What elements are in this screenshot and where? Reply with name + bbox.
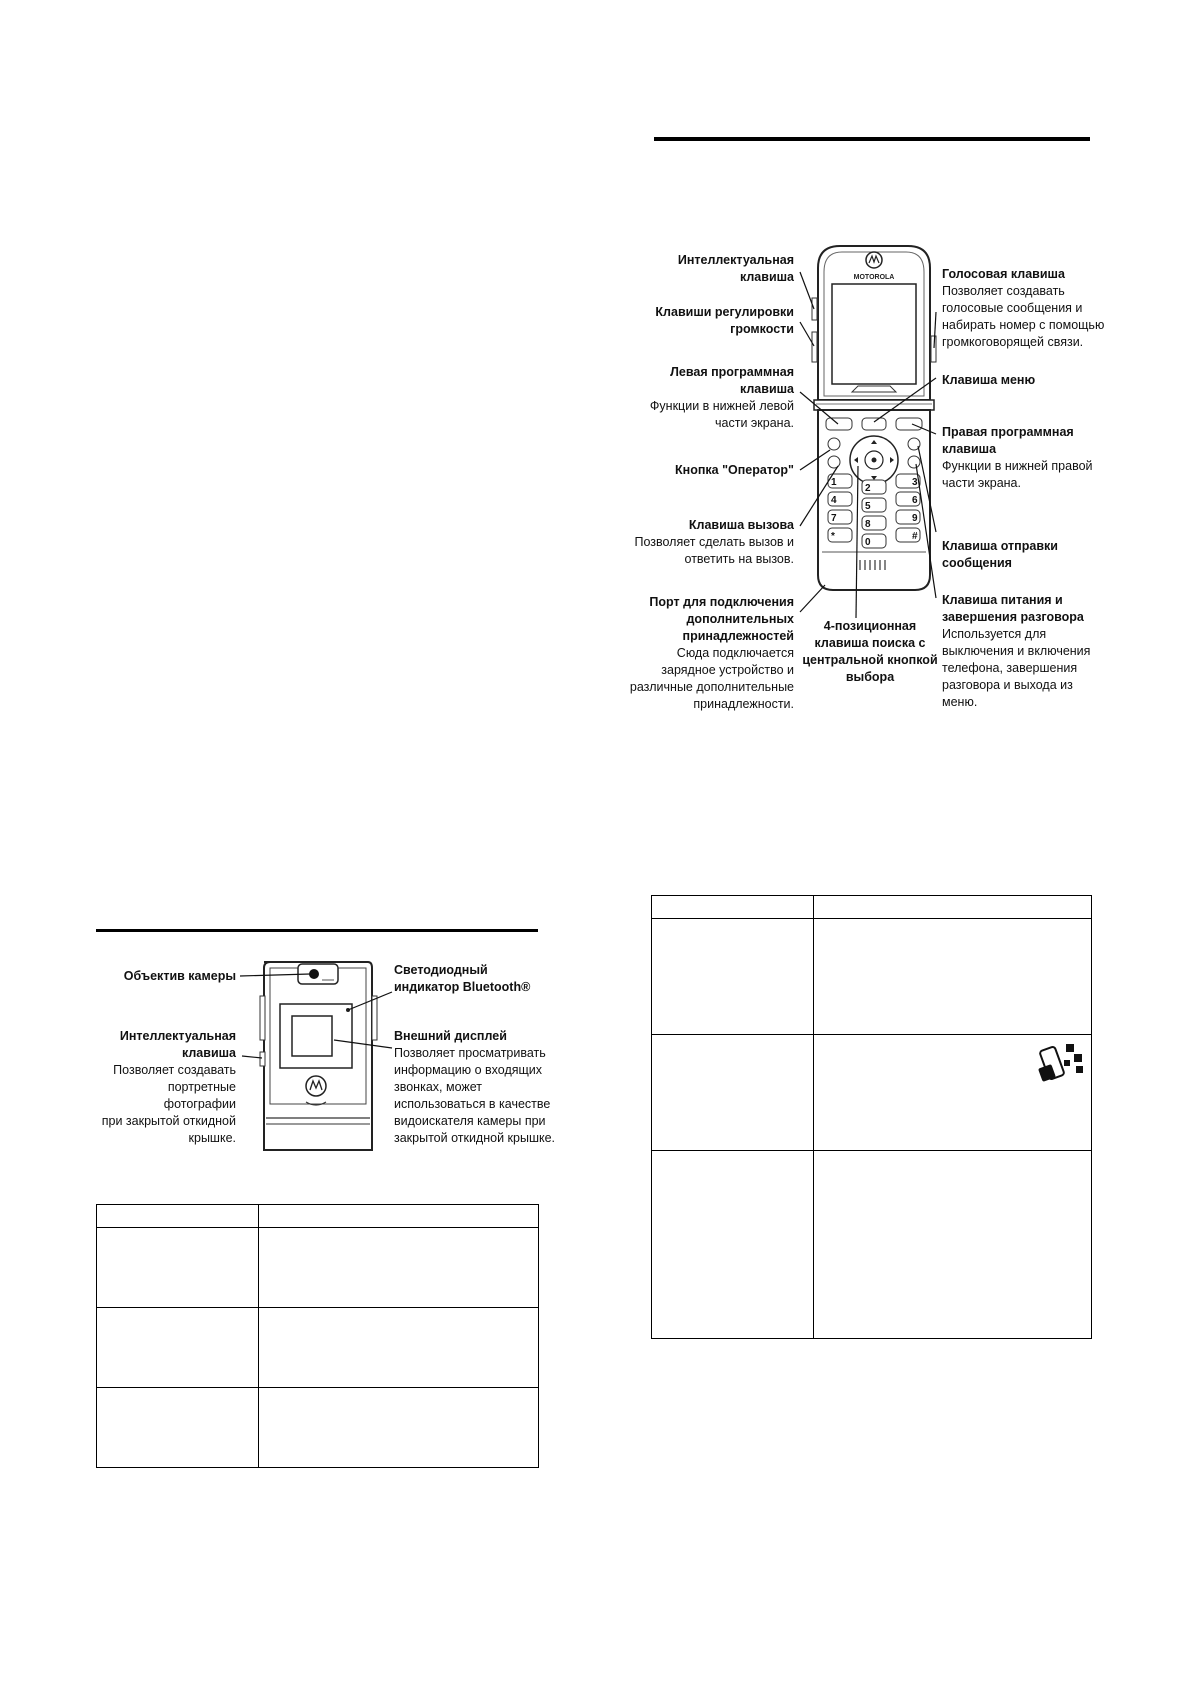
svg-text:5: 5: [865, 501, 871, 512]
svg-text:9: 9: [912, 513, 918, 524]
label-menu-key: Клавиша меню: [942, 373, 1036, 387]
svg-text:6: 6: [912, 495, 918, 506]
label-send-key: Клавиша вызова Позволяет сделать вызов и ответить на вызов.: [634, 518, 794, 566]
table-row: [652, 1151, 1092, 1339]
label-operator-button: Кнопка "Оператор": [675, 463, 794, 477]
svg-text:8: 8: [865, 519, 871, 530]
table-row: [652, 896, 1092, 919]
table-top-right: [651, 895, 1092, 1339]
table-row: [652, 919, 1092, 1035]
table-row: [97, 1205, 539, 1228]
label-bluetooth-led: Светодиодный индикатор Bluetooth®: [394, 963, 531, 994]
svg-text:1: 1: [831, 477, 837, 488]
label-camera-lens: Объектив камеры: [123, 969, 236, 983]
table-row: [97, 1228, 539, 1308]
label-left-soft-key: Левая программная клавиша Функции в нижней левой части экрана.: [649, 365, 794, 430]
label-external-display: Внешний дисплей Позволяет просматривать информацию о входящих звонках, может использоваться в качестве видоискателя камеры при закрытой откидной крышке.: [394, 1029, 556, 1145]
svg-text:0: 0: [865, 537, 871, 548]
table-bottom-left: [96, 1204, 539, 1468]
svg-text:2: 2: [865, 483, 871, 494]
label-smart-key-closed: Интеллектуальная клавиша Позволяет создавать портретные фотографии при закрытой откидной крышке.: [101, 1029, 236, 1145]
svg-text:MOTOROLA: MOTOROLA: [853, 274, 895, 281]
table-row: [652, 1035, 1092, 1151]
label-accessory-port: Порт для подключения дополнительных принадлежностей Сюда подключается зарядное устройство и различные дополнительные принадлежности.: [629, 595, 794, 711]
svg-text:*: *: [831, 531, 835, 542]
label-power-end-key: Клавиша питания и завершения разговора Используется для выключения и включения телефона, завершения разговора и выхода из меню.: [942, 593, 1091, 709]
svg-text:3: 3: [912, 477, 918, 488]
label-voice-key: Голосовая клавиша Позволяет создавать голосовые сообщения и набирать номер с помощью громкоговорящей связи.: [942, 267, 1105, 349]
svg-text:4: 4: [831, 495, 837, 506]
svg-text:#: #: [912, 531, 918, 542]
table-row: [97, 1308, 539, 1388]
svg-text:7: 7: [831, 513, 837, 524]
label-nav-key: 4-позиционная клавиша поиска с центральной кнопкой выбора: [802, 619, 938, 684]
label-message-key: Клавиша отправки сообщения: [942, 539, 1058, 570]
label-right-soft-key: Правая программная клавиша Функции в нижней правой части экрана.: [942, 425, 1093, 490]
table-row: [97, 1388, 539, 1468]
label-smart-key: Интеллектуальная клавиша: [677, 253, 794, 284]
label-volume-keys: Клавиши регулировки громкости: [655, 305, 794, 336]
